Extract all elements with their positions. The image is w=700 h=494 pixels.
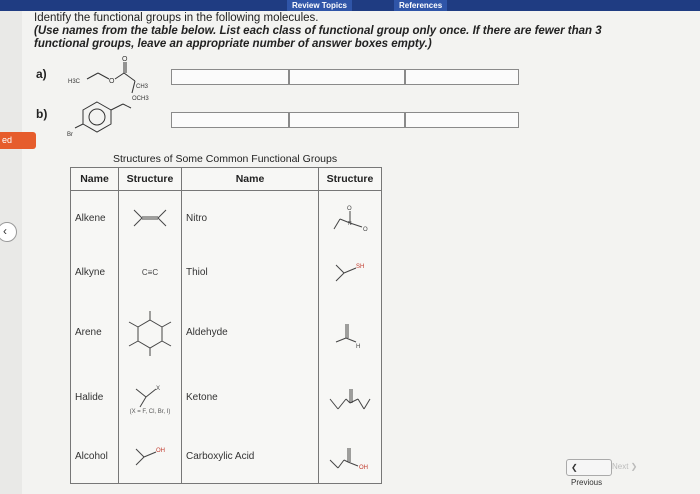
side-tab[interactable]: ed: [0, 132, 36, 149]
aldehyde-structure: [319, 300, 382, 366]
group-name: Nitro: [182, 191, 319, 246]
header-structure-left: Structure: [119, 168, 182, 191]
atom-ch3: CH3: [136, 84, 149, 90]
group-name: Ketone: [182, 366, 319, 430]
carboxylic-acid-drawing: [326, 438, 374, 474]
nitro-drawing: [328, 201, 372, 235]
group-name: Carboxylic Acid: [182, 430, 319, 484]
arene-drawing: [123, 308, 177, 358]
table-row: [71, 191, 382, 246]
instruction-line-1: Identify the functional groups in the following molecules.: [34, 12, 319, 24]
ketone-drawing: [326, 381, 374, 415]
group-name: Arene: [71, 300, 119, 366]
halide-x: X: [156, 385, 161, 392]
alkene-structure: [119, 191, 182, 246]
functional-groups-table: [70, 167, 382, 484]
aldehyde-drawing: [330, 316, 370, 350]
previous-label: Previous: [571, 478, 603, 487]
answer-b-3[interactable]: [405, 112, 519, 128]
question-b-label: b): [36, 107, 48, 121]
instruction-line-2: (Use names from the table below. List each class of functional group only once. If there are fewer than 3: [34, 25, 602, 37]
header-name-left: Name: [71, 168, 119, 191]
group-name: Halide: [71, 366, 119, 430]
nitro-o-top: O: [347, 206, 352, 213]
chevron-left-icon: ‹: [3, 224, 7, 238]
nitro-n: N: [348, 221, 352, 228]
question-a-label: a): [36, 67, 47, 81]
atom-carbonyl-o: O: [122, 56, 128, 63]
table-caption: Structures of Some Common Functional Groups: [113, 153, 338, 165]
aldehyde-h: H: [356, 343, 361, 350]
table-row: [71, 366, 382, 430]
header-name-right: Name: [182, 168, 319, 191]
instruction-line-3: functional groups, leave an appropriate number of answer boxes empty.): [34, 38, 432, 50]
atom-o: O: [109, 78, 115, 85]
arene-structure: [119, 300, 182, 366]
halide-note: (X = F, Cl, Br, I): [129, 408, 171, 415]
top-bar: [0, 0, 700, 11]
instructions: [34, 12, 634, 51]
references-link[interactable]: References: [394, 0, 447, 11]
back-circle-button[interactable]: [0, 222, 17, 242]
alcohol-oh: OH: [156, 448, 165, 455]
header-structure-right: Structure: [319, 168, 382, 191]
table-row: [71, 430, 382, 484]
nitro-o-right: O: [363, 227, 368, 234]
next-label: Next: [612, 462, 629, 471]
thiol-sh: SH: [356, 263, 365, 270]
answer-b-2[interactable]: [289, 112, 405, 128]
group-name: Alkyne: [71, 246, 119, 300]
halide-structure: [119, 366, 182, 430]
carboxylic-oh: OH: [359, 465, 368, 472]
atom-br: Br: [67, 132, 73, 138]
alkyne-structure: [119, 246, 182, 300]
group-name: Aldehyde: [182, 300, 319, 366]
group-name: Alcohol: [71, 430, 119, 484]
molecule-b: [65, 92, 135, 142]
next-button[interactable]: Next ❯: [612, 462, 638, 471]
thiol-structure: [319, 246, 382, 300]
group-name: Alkene: [71, 191, 119, 246]
thiol-drawing: [328, 259, 372, 287]
answer-a-1[interactable]: [171, 69, 289, 85]
previous-button[interactable]: ❮ Previous: [566, 459, 612, 476]
group-name: Thiol: [182, 246, 319, 300]
answer-b-1[interactable]: [171, 112, 289, 128]
answer-a-3[interactable]: [405, 69, 519, 85]
ketone-structure: [319, 366, 382, 430]
table-row: [71, 300, 382, 366]
alkene-drawing: [130, 206, 170, 230]
review-topics-link[interactable]: Review Topics: [287, 0, 352, 11]
alcohol-structure: [119, 430, 182, 484]
nitro-structure: [319, 191, 382, 246]
atom-h3c: H3C: [68, 79, 81, 85]
answer-a-2[interactable]: [289, 69, 405, 85]
alkyne-label: C≡C: [141, 268, 159, 277]
alcohol-drawing: [128, 443, 172, 469]
carboxylic-acid-structure: [319, 430, 382, 484]
atom-och3: OCH3: [132, 96, 149, 102]
table-row: [71, 246, 382, 300]
halide-drawing: [130, 381, 170, 409]
